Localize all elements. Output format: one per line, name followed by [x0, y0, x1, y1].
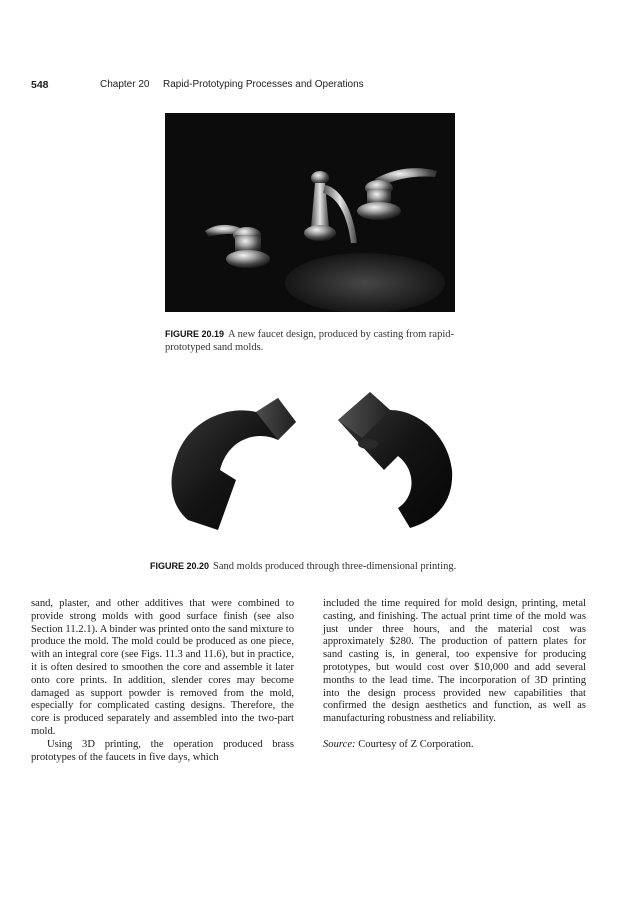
sand-molds-illustration [148, 380, 478, 545]
caption-text: Sand molds produced through three-dimensional printing. [213, 561, 457, 572]
sand-molds-photo [148, 380, 478, 545]
chapter-label: Chapter 20 [100, 79, 150, 90]
body-column-right [323, 598, 586, 752]
running-header [31, 79, 364, 91]
source-text: Courtesy of Z Corporation. [358, 738, 474, 750]
paragraph: sand, plaster, and other additives that were combined to provide strong molds with good surface finish (see also Section 11.2.1). A binder was printed onto the sand mixture to produce the mold. The mold could be produced as one piece, with an integral core (see Figs. 11.3 and 11.6), but in practice, it is often desired to smoothen the core and assemble it later onto core prints. In addition, slender cores may become damaged as support powder is removed from the mold, especially for complicated casting designs. Therefore, the core is produced separately and assembled into the two-part mold. [31, 598, 294, 737]
body-column-left [31, 598, 294, 764]
caption-text: A new faucet design, produced by casting from rapid-prototyped sand molds. [165, 329, 455, 353]
faucet-photo [165, 113, 455, 312]
page-number: 548 [31, 79, 49, 91]
source-credit [323, 739, 586, 752]
paragraph: Using 3D printing, the operation produced brass prototypes of the faucets in five days, which [31, 738, 294, 763]
paragraph: included the time required for mold design, printing, metal casting, and finishing. The actual print time of the mold was just under three hours, and the material cost was approximately $280. The production of pattern plates for sand casting is, in general, too expensive for producing prototypes, but would cost over $10,000 and add several months to the lead time. The incorporation of 3D printing into the design process provided new capabilities that confirmed the design aesthetics and function, as well as manufacturing robustness and reliability. [323, 598, 586, 725]
source-label: Source: [323, 738, 356, 750]
chapter-title: Rapid-Prototyping Processes and Operations [163, 79, 364, 90]
figure-20-20-caption [150, 560, 456, 573]
faucet-illustration [165, 113, 455, 312]
figure-20-19-caption [165, 328, 465, 354]
figure-label: FIGURE 20.20 [150, 561, 210, 571]
figure-label: FIGURE 20.19 [165, 329, 225, 339]
